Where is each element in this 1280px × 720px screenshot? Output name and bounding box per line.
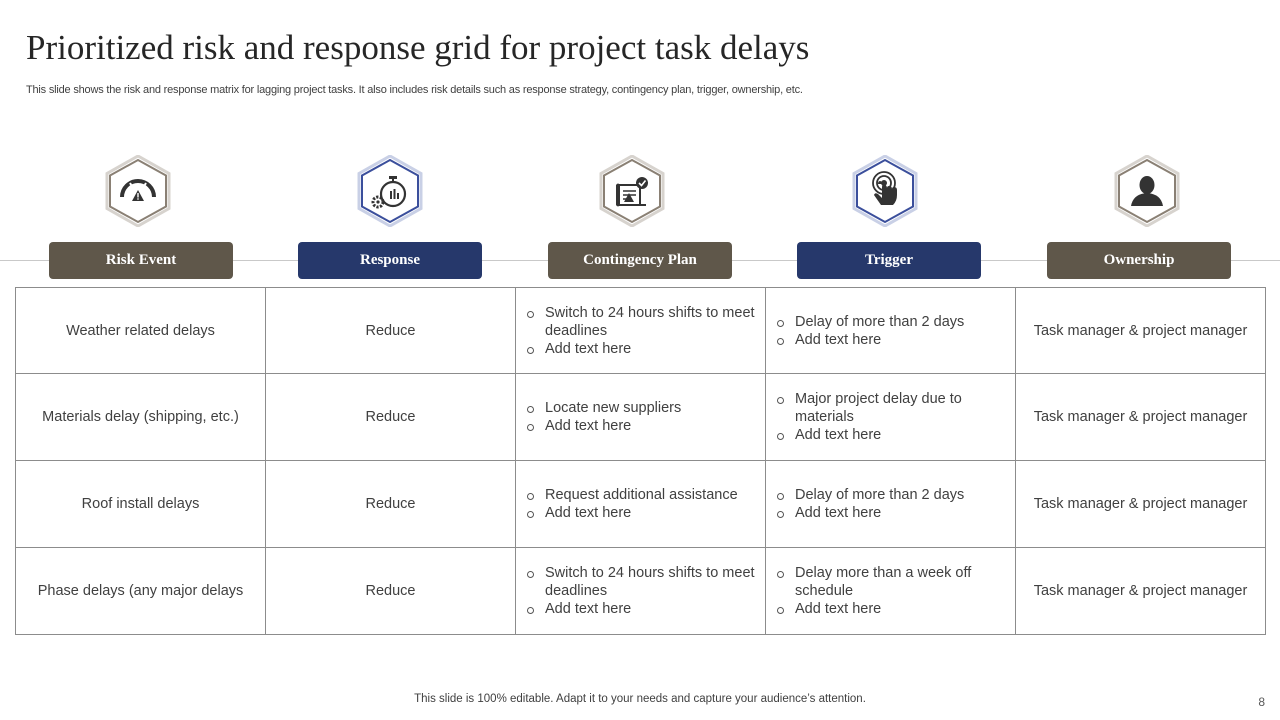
list-item: Add text here bbox=[776, 504, 1005, 522]
document-checklist-icon bbox=[596, 155, 668, 227]
list-item: Request additional assistance bbox=[526, 486, 755, 504]
column-header-ownership: Ownership bbox=[1047, 242, 1231, 279]
ownership-cell: Task manager & project manager bbox=[1016, 461, 1266, 548]
list-item: Add text here bbox=[776, 331, 1005, 349]
risk-event-cell: Materials delay (shipping, etc.) bbox=[16, 374, 266, 461]
list-item: Add text here bbox=[776, 600, 1005, 618]
list-item: Add text here bbox=[526, 340, 755, 358]
column-header-risk-event: Risk Event bbox=[49, 242, 233, 279]
risk-event-cell: Weather related delays bbox=[16, 288, 266, 374]
list-item: Switch to 24 hours shifts to meet deadlines bbox=[526, 564, 755, 600]
list-item: Delay more than a week off schedule bbox=[776, 564, 1005, 600]
contingency-cell bbox=[516, 461, 766, 548]
ownership-cell: Task manager & project manager bbox=[1016, 548, 1266, 635]
response-cell: Reduce bbox=[266, 548, 516, 635]
list-item: Add text here bbox=[526, 600, 755, 618]
trigger-cell bbox=[766, 374, 1016, 461]
risk-event-cell: Roof install delays bbox=[16, 461, 266, 548]
risk-event-cell: Phase delays (any major delays bbox=[16, 548, 266, 635]
user-icon bbox=[1111, 155, 1183, 227]
list-item: Add text here bbox=[776, 426, 1005, 444]
touch-hand-icon bbox=[849, 155, 921, 227]
response-cell: Reduce bbox=[266, 461, 516, 548]
stopwatch-gear-icon bbox=[354, 155, 426, 227]
list-item: Locate new suppliers bbox=[526, 399, 755, 417]
list-item: Major project delay due to materials bbox=[776, 390, 1005, 426]
trigger-cell bbox=[766, 548, 1016, 635]
response-cell: Reduce bbox=[266, 288, 516, 374]
gauge-warning-icon bbox=[102, 155, 174, 227]
page-subtitle: This slide shows the risk and response matrix for lagging project tasks. It also includes risk details such as response strategy, contingency plan, trigger, ownership, etc. bbox=[26, 84, 803, 96]
list-item: Delay of more than 2 days bbox=[776, 313, 1005, 331]
list-item: Add text here bbox=[526, 504, 755, 522]
list-item: Add text here bbox=[526, 417, 755, 435]
contingency-cell bbox=[516, 548, 766, 635]
column-header-contingency-plan: Contingency Plan bbox=[548, 242, 732, 279]
column-header-response: Response bbox=[298, 242, 482, 279]
ownership-cell: Task manager & project manager bbox=[1016, 374, 1266, 461]
ownership-cell: Task manager & project manager bbox=[1016, 288, 1266, 374]
table-row bbox=[16, 288, 1266, 374]
contingency-cell bbox=[516, 288, 766, 374]
contingency-cell bbox=[516, 374, 766, 461]
column-header-trigger: Trigger bbox=[797, 242, 981, 279]
list-item: Delay of more than 2 days bbox=[776, 486, 1005, 504]
table-row bbox=[16, 548, 1266, 635]
trigger-cell bbox=[766, 461, 1016, 548]
list-item: Switch to 24 hours shifts to meet deadlines bbox=[526, 304, 755, 340]
trigger-cell bbox=[766, 288, 1016, 374]
page-title: Prioritized risk and response grid for project task delays bbox=[26, 28, 810, 67]
table-row bbox=[16, 461, 1266, 548]
footer-note: This slide is 100% editable. Adapt it to your needs and capture your audience’s attention. bbox=[414, 693, 866, 705]
table-row bbox=[16, 374, 1266, 461]
page-number: 8 bbox=[1258, 695, 1265, 709]
risk-response-grid bbox=[15, 287, 1266, 635]
response-cell: Reduce bbox=[266, 374, 516, 461]
